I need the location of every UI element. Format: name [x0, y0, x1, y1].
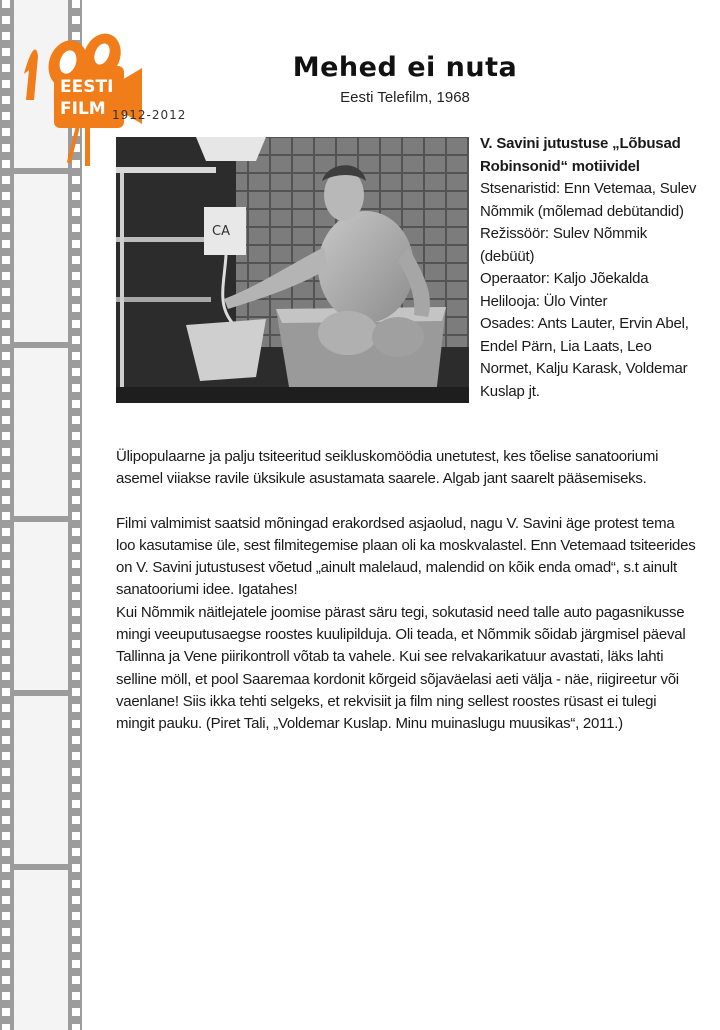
- logo-film: FILM: [60, 99, 106, 119]
- paragraph-synopsis: Ülipopulaarne ja palju tsiteeritud seikluskomöödia unetutest, kes tõelise sanatooriumi asemel viiakse ravile üksikule asustamata saarele. Algab jant saarelt pääsemiseks.: [116, 448, 659, 488]
- logo-years: 1912-2012: [112, 108, 187, 122]
- paragraph-gap: [116, 491, 696, 513]
- page-subtitle: Eesti Telefilm, 1968: [340, 89, 470, 106]
- film-credits: [480, 133, 705, 403]
- paragraph-anecdote: Kui Nõmmik näitlejatele joomise pärast säru tegi, sokutasid need talle auto pagasnikusse mingi veeuputusaegse roostes kuulipilduja. Oli teada, et Nõmmik sõidab järgmisel päeval Tallinna ja Vene piirikontroll võtab ta vahele. Kui see relvakarikatuur avastati, läks lahti selline möll, et pool Saaremaa kordonit kõrgeid sõjaväelasi aeti välja - näe, riigireetur või vaenlane! Siis ikka tehti selgeks, et rekvisiit ja film ning sellest roostes rüsast ei tulegi mingit pauku. (Piret Tali, „Voldemar Kuslap. Minu muinaslugu muusikas“, 2011.): [116, 603, 686, 733]
- credits-cast: Osades: Ants Lauter, Ervin Abel, Endel Pärn, Lia Laats, Leo Normet, Kalju Karask, Voldemar Kuslap jt.: [480, 315, 689, 400]
- credits-lead: V. Savini jutustuse „Lõbusad Robinsonid“ motiividel: [480, 135, 681, 175]
- credits-cinematographer: Operaator: Kaljo Jõekalda: [480, 270, 649, 287]
- credits-screenwriters: Stsenaristid: Enn Vetemaa, Sulev Nõmmik (mõlemad debütandid): [480, 180, 697, 220]
- credits-director: Režissöör: Sulev Nõmmik (debüüt): [480, 225, 648, 265]
- film-still-photo: [116, 137, 469, 403]
- page-title: Mehed ei nuta: [292, 52, 518, 83]
- credits-composer: Helilooja: Ülo Vinter: [480, 292, 608, 310]
- logo-eesti: EESTI: [60, 77, 114, 97]
- film-perforation-left: [2, 0, 10, 1030]
- can-label: CA: [212, 224, 230, 239]
- paragraph-background: Filmi valmimist saatsid mõningad erakordsed asjaolud, nagu V. Savini äge protest tema loo kasutamise üle, sest filmitegemise plaan oli ka moskvalastel. Enn Vetemaad tsiteerides on V. Savini jutustusest võetud „ainult malelaud, malendid on kõik enda omad“, s.t ainult sanatooriumi idee. Igatahes!: [116, 514, 696, 599]
- article-body: [116, 446, 696, 736]
